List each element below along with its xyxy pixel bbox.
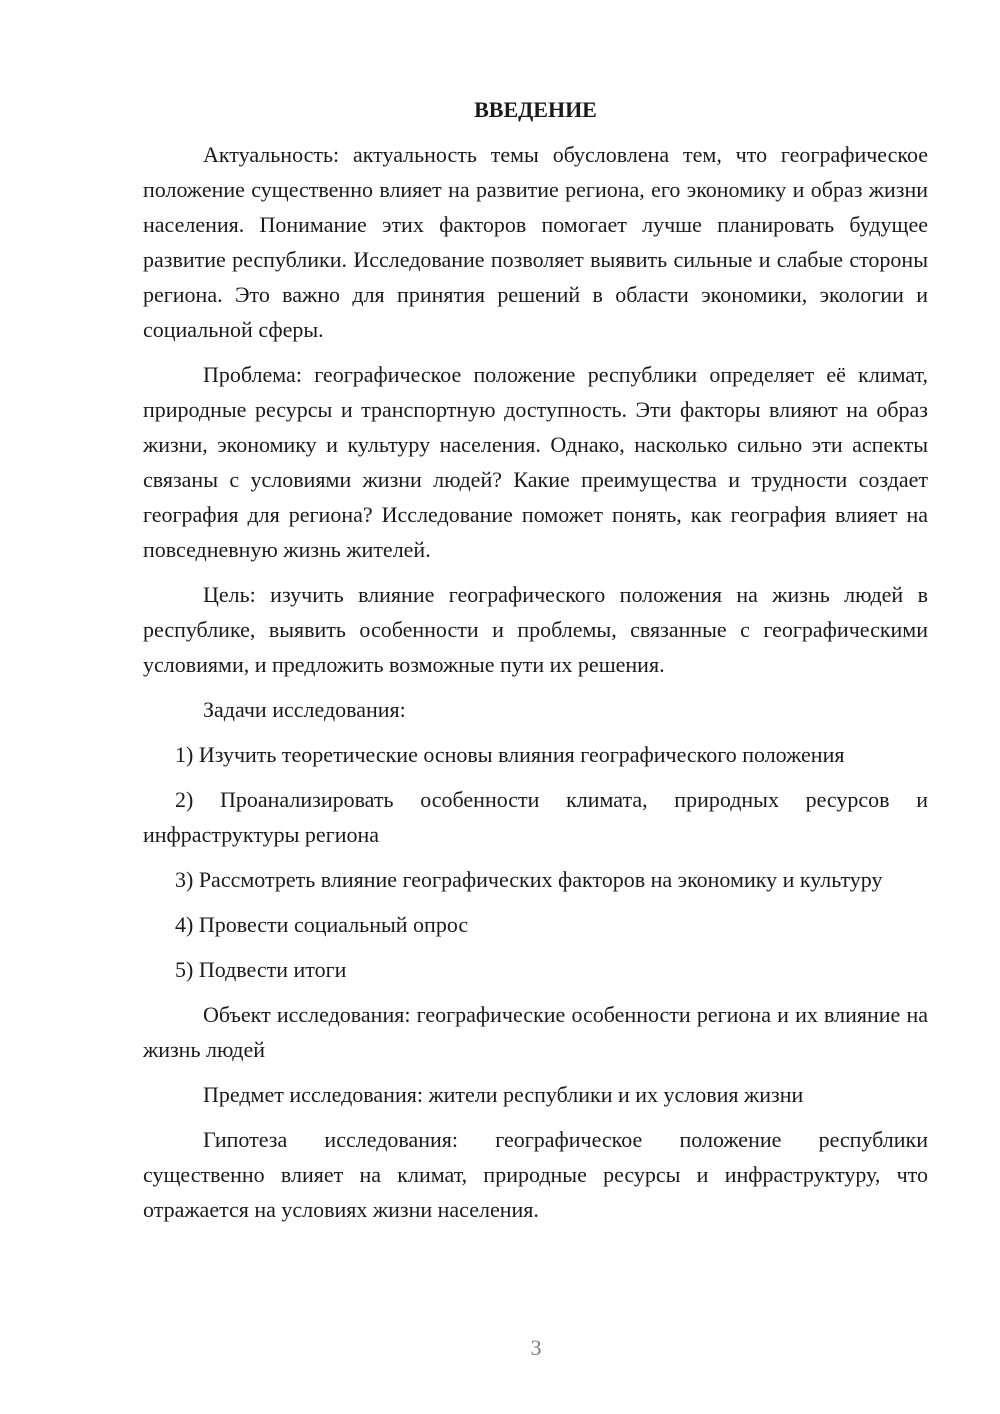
paragraph-relevance: Актуальность: актуальность темы обусловлена тем, что географическое положение существенно влияет на развитие региона, его экономику и образ жизни населения. Понимание этих факторов помогает лучше планировать будущее развитие республики. Исследование позволяет выявить сильные и слабые стороны региона. Это важно для принятия решений в области экономики, экологии и социальной сферы.: [143, 142, 928, 342]
paragraph-problem: Проблема: географическое положение республики определяет её климат, природные ресурсы и транспортную доступность. Эти факторы влияют на образ жизни, экономику и культуру населения. Однако, насколько сильно эти аспекты связаны с условиями жизни людей? Какие преимущества и трудности создает география для региона? Исследование поможет понять, как география влияет на повседневную жизнь жителей.: [143, 362, 928, 562]
paragraph-object: Объект исследования: географические особенности региона и их влияние на жизнь людей: [143, 1002, 928, 1062]
paragraph-goal: Цель: изучить влияние географического положения на жизнь людей в республике, выявить особенности и проблемы, связанные с географическими условиями, и предложить возможные пути их решения.: [143, 582, 928, 677]
task-item-4: 4) Провести социальный опрос: [175, 912, 469, 937]
section-title: ВВЕДЕНИЕ: [474, 97, 597, 122]
page-content: [143, 92, 928, 1237]
task-item-5: 5) Подвести итоги: [175, 957, 347, 982]
task-item-1: 1) Изучить теоретические основы влияния географического положения: [175, 742, 845, 767]
paragraph-hypothesis: Гипотеза исследования: географическое положение республики существенно влияет на климат, природные ресурсы и инфраструктуру, что отражается на условиях жизни населения.: [143, 1127, 928, 1222]
paragraph-subject: Предмет исследования: жители республики и их условия жизни: [203, 1082, 804, 1107]
task-item-2: 2) Проанализировать особенности климата, природных ресурсов и инфраструктуры региона: [143, 787, 928, 847]
tasks-heading: Задачи исследования:: [203, 697, 406, 722]
page-number: 3: [530, 1335, 542, 1360]
task-item-3: 3) Рассмотреть влияние географических факторов на экономику и культуру: [175, 867, 883, 892]
